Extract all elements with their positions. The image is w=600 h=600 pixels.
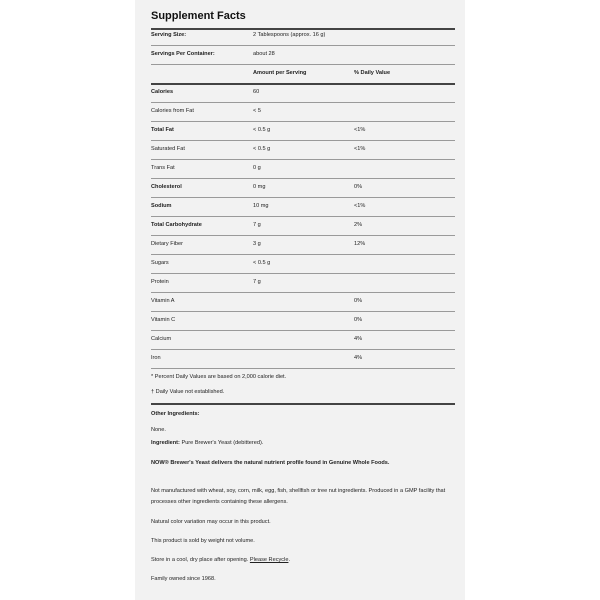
recycle-link[interactable]: Please Recycle xyxy=(249,557,289,563)
other-ingredients-none: None. xyxy=(151,427,166,433)
nutrient-amount: < 0.5 g xyxy=(253,146,271,152)
dagger-footnote: † Daily Value not established. xyxy=(151,389,225,395)
nutrient-dv: 0% xyxy=(354,317,363,323)
nutrient-amount: 7 g xyxy=(253,222,261,228)
table-row xyxy=(151,336,455,348)
percent-dv-footnote: * Percent Daily Values are based on 2,000 calorie diet. xyxy=(151,374,287,380)
nutrient-dv: 4% xyxy=(354,336,363,342)
table-row xyxy=(151,108,455,120)
divider xyxy=(151,216,455,217)
amount-header: Amount per Serving xyxy=(253,70,307,76)
serving-size-label: Serving Size: xyxy=(151,32,187,38)
nutrient-name: Calories from Fat xyxy=(151,108,194,114)
servings-per-container-value: about 28 xyxy=(253,51,275,57)
ingredient-value: Pure Brewer's Yeast (debittered). xyxy=(179,440,264,446)
nutrient-name: Protein xyxy=(151,279,169,285)
column-header-row xyxy=(151,70,455,82)
supplement-facts-panel xyxy=(135,0,465,600)
other-ingredients-heading: Other Ingredients: xyxy=(151,411,200,417)
nutrient-dv: 0% xyxy=(354,298,363,304)
divider xyxy=(151,254,455,255)
nutrient-amount: 7 g xyxy=(253,279,261,285)
nutrient-name: Total Carbohydrate xyxy=(151,222,202,228)
serving-size-row xyxy=(151,32,455,44)
nutrient-name: Vitamin C xyxy=(151,317,176,323)
nutrient-name: Saturated Fat xyxy=(151,146,185,152)
divider xyxy=(151,292,455,293)
nutrient-name: Calories xyxy=(151,89,174,95)
nutrient-dv: <1% xyxy=(354,146,366,152)
divider xyxy=(151,64,455,65)
divider xyxy=(151,235,455,236)
storage-text: Store in a cool, dry place after opening. xyxy=(151,557,250,563)
divider xyxy=(151,197,455,198)
table-row xyxy=(151,184,455,196)
weight-text: This product is sold by weight not volume. xyxy=(151,538,255,544)
allergen-text: Not manufactured with wheat, soy, corn, milk, egg, fish, shellfish or tree nut ingredients. Produced in a GMP facility that processes other ingredients containing these allergens. xyxy=(151,488,446,505)
divider xyxy=(151,349,455,350)
divider xyxy=(151,273,455,274)
nutrient-name: Sugars xyxy=(151,260,169,266)
table-row xyxy=(151,355,455,367)
panel-title: Supplement Facts xyxy=(151,10,246,22)
storage-line xyxy=(151,555,451,566)
ingredient-label: Ingredient: xyxy=(151,440,180,446)
divider xyxy=(151,330,455,331)
nutrient-name: Dietary Fiber xyxy=(151,241,184,247)
storage-end: . xyxy=(288,557,291,563)
divider xyxy=(151,45,455,46)
table-row xyxy=(151,298,455,310)
divider xyxy=(151,140,455,141)
nutrient-name: Total Fat xyxy=(151,127,174,133)
table-row xyxy=(151,89,455,101)
table-row xyxy=(151,260,455,272)
divider xyxy=(151,178,455,179)
section-divider xyxy=(151,403,455,405)
table-row xyxy=(151,222,455,234)
nutrient-dv: 0% xyxy=(354,184,363,190)
nutrient-amount: < 0.5 g xyxy=(253,260,271,266)
nutrient-amount: 60 xyxy=(253,89,260,95)
nutrient-dv: 4% xyxy=(354,355,363,361)
nutrient-amount: < 5 xyxy=(253,108,261,114)
nutrient-name: Sodium xyxy=(151,203,172,209)
divider xyxy=(151,311,455,312)
nutrient-amount: < 0.5 g xyxy=(253,127,271,133)
nutrient-name: Cholesterol xyxy=(151,184,182,190)
nutrient-dv: 2% xyxy=(354,222,363,228)
divider xyxy=(151,121,455,122)
nutrient-dv: 12% xyxy=(354,241,366,247)
table-row xyxy=(151,241,455,253)
servings-per-container-row xyxy=(151,51,455,63)
nutrient-amount: 0 mg xyxy=(253,184,266,190)
promo-text: NOW® Brewer's Yeast delivers the natural nutrient profile found in Genuine Whole Foods. xyxy=(151,460,390,466)
nutrient-name: Vitamin A xyxy=(151,298,175,304)
divider xyxy=(151,102,455,103)
table-row xyxy=(151,146,455,158)
family-owned-text: Family owned since 1968. xyxy=(151,576,216,582)
nutrient-amount: 10 mg xyxy=(253,203,269,209)
divider xyxy=(151,159,455,160)
serving-size-value: 2 Tablespoons (approx. 16 g) xyxy=(253,32,326,38)
table-row xyxy=(151,165,455,177)
table-row xyxy=(151,279,455,291)
nutrient-amount: 3 g xyxy=(253,241,261,247)
color-variation-text: Natural color variation may occur in this product. xyxy=(151,519,271,525)
nutrient-dv: <1% xyxy=(354,127,366,133)
servings-per-container-label: Servings Per Container: xyxy=(151,51,215,57)
table-row xyxy=(151,203,455,215)
header-divider xyxy=(151,83,455,85)
nutrient-dv: <1% xyxy=(354,203,366,209)
nutrient-name: Calcium xyxy=(151,336,172,342)
nutrient-name: Trans Fat xyxy=(151,165,175,171)
daily-value-header: % Daily Value xyxy=(354,70,391,76)
ingredient-line xyxy=(151,438,451,449)
table-row xyxy=(151,127,455,139)
title-divider xyxy=(151,28,455,30)
nutrient-amount: 0 g xyxy=(253,165,261,171)
table-row xyxy=(151,317,455,329)
divider xyxy=(151,368,455,369)
nutrient-name: Iron xyxy=(151,355,161,361)
